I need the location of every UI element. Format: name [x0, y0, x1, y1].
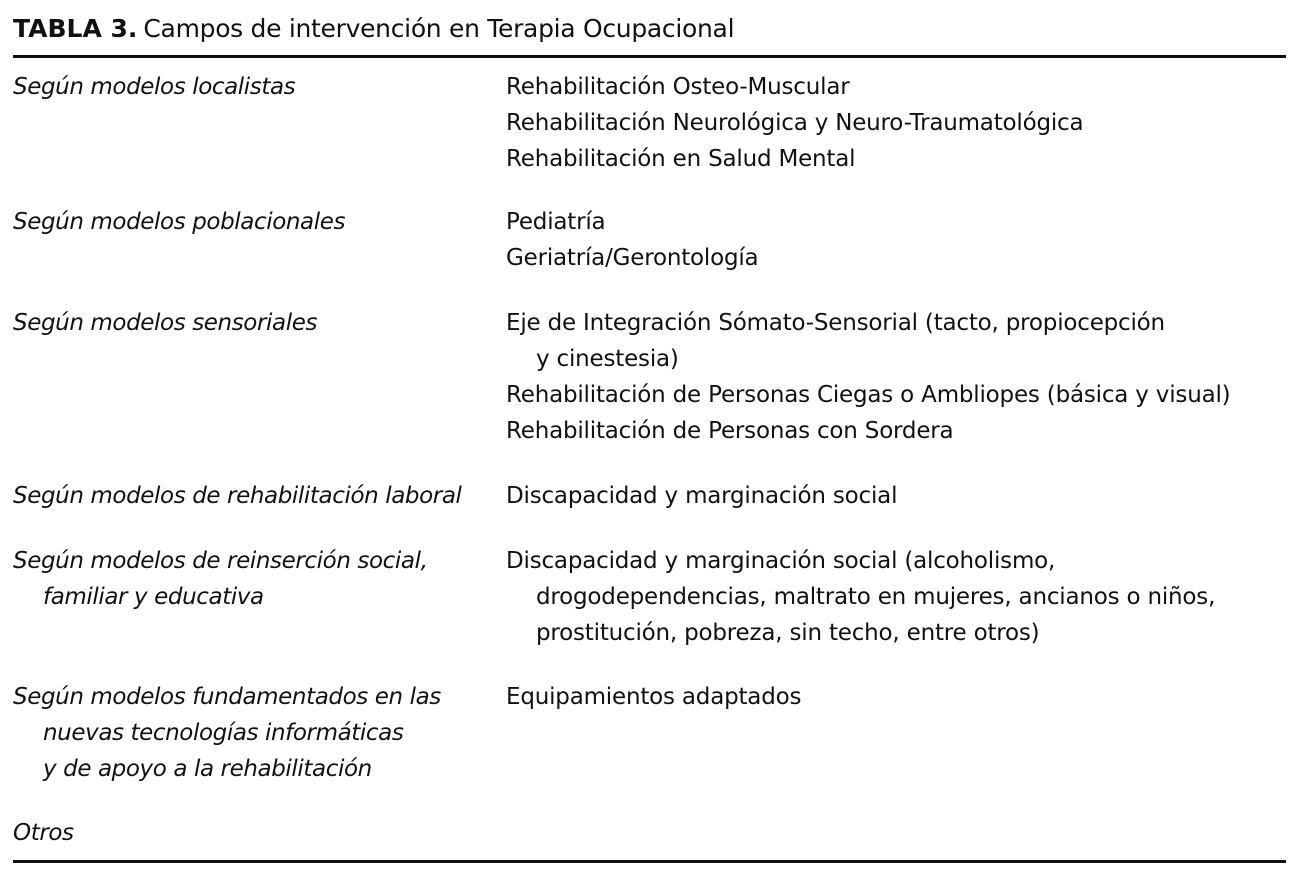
category-line: y de apoyo a la rehabilitación [43, 756, 372, 782]
top-rule [13, 55, 1286, 58]
field-line: Rehabilitación en Salud Mental [506, 146, 856, 172]
field-line: Pediatría [506, 209, 606, 235]
field-line: Rehabilitación Neurológica y Neuro-Traumatológica [506, 110, 1084, 136]
row-category-reinsercion [13, 543, 428, 615]
row-category-laboral [13, 478, 462, 514]
category-line: Según modelos poblacionales [13, 209, 346, 235]
field-line: prostitución, pobreza, sin techo, entre otros) [536, 620, 1040, 646]
row-category-localistas [13, 69, 295, 105]
field-line: y cinestesia) [536, 346, 679, 372]
row-category-poblacionales [13, 204, 345, 240]
category-line: Según modelos de rehabilitación laboral [13, 483, 462, 509]
field-line: Geriatría/Gerontología [506, 245, 759, 271]
row-fields-reinsercion [506, 543, 1215, 651]
row-fields-laboral [506, 478, 897, 514]
category-line: Según modelos fundamentados en las [13, 684, 441, 710]
table-caption: Campos de intervención en Terapia Ocupacional [143, 14, 735, 43]
category-line: nuevas tecnologías informáticas [43, 720, 404, 746]
field-line: Discapacidad y marginación social [506, 483, 898, 509]
field-line: Discapacidad y marginación social (alcoholismo, [506, 548, 1056, 574]
table-label: TABLA 3. [13, 14, 138, 43]
category-line: Según modelos sensoriales [13, 310, 318, 336]
category-line: Según modelos localistas [13, 74, 296, 100]
field-line: Rehabilitación de Personas con Sordera [506, 418, 954, 444]
row-fields-sensoriales [506, 305, 1230, 449]
row-fields-poblacionales [506, 204, 758, 276]
table-title [13, 12, 734, 46]
field-line: Rehabilitación Osteo-Muscular [506, 74, 850, 100]
row-fields-tecnologias [506, 679, 801, 715]
field-line: drogodependencias, maltrato en mujeres, ancianos o niños, [536, 584, 1216, 610]
category-line: Otros [13, 820, 74, 846]
row-category-sensoriales [13, 305, 317, 341]
category-line: familiar y educativa [43, 584, 264, 610]
field-line: Rehabilitación de Personas Ciegas o Ambliopes (básica y visual) [506, 382, 1231, 408]
row-category-otros [13, 815, 74, 851]
field-line: Equipamientos adaptados [506, 684, 802, 710]
bottom-rule [13, 860, 1286, 863]
field-line: Eje de Integración Sómato-Sensorial (tacto, propiocepción [506, 310, 1165, 336]
row-category-tecnologias [13, 679, 441, 787]
category-line: Según modelos de reinserción social, [13, 548, 428, 574]
row-fields-localistas [506, 69, 1083, 177]
